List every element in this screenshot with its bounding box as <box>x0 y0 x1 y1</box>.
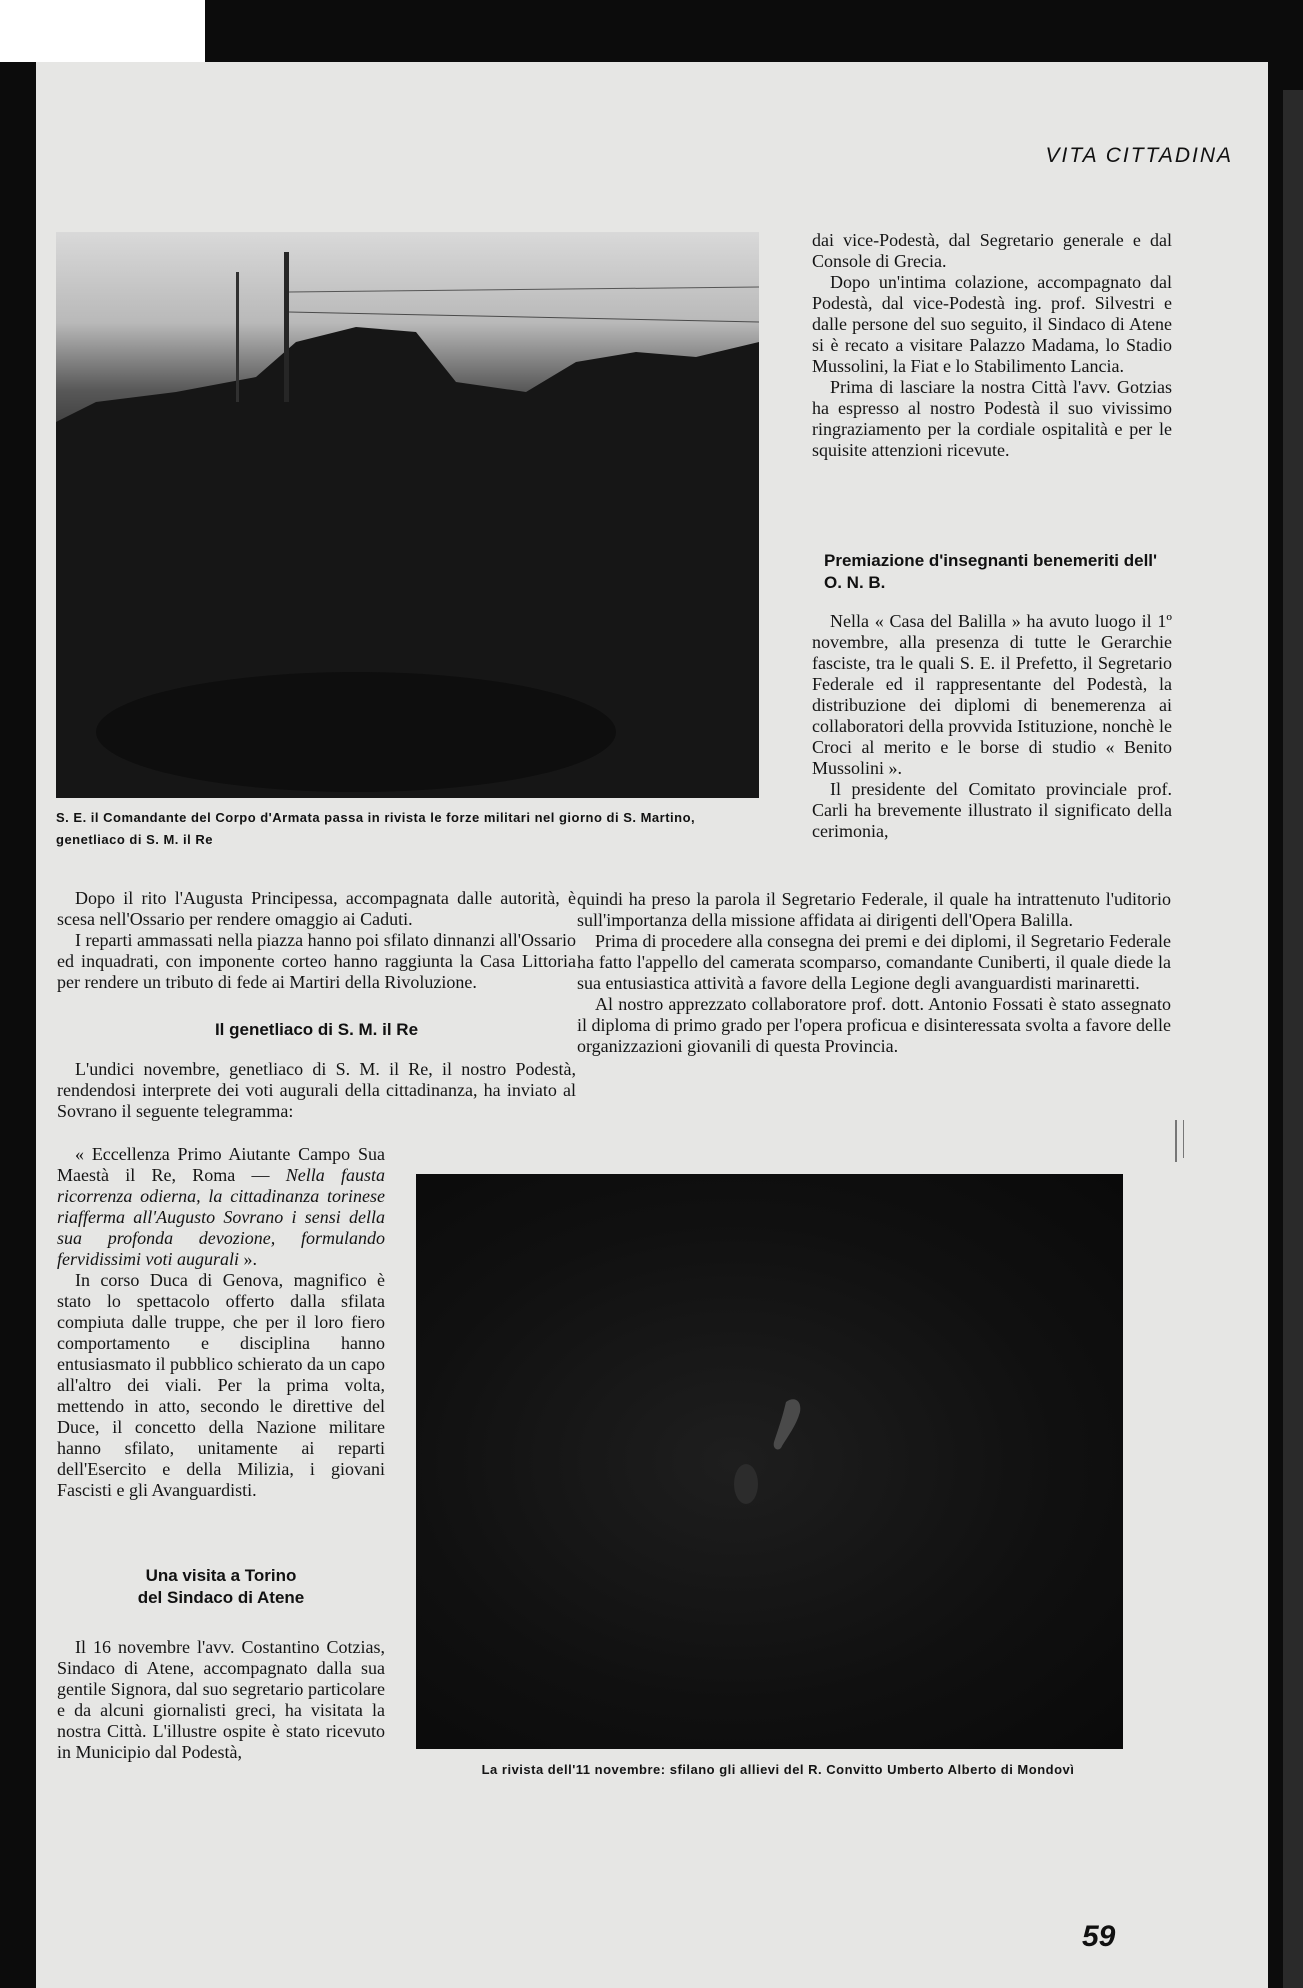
photo-military-review <box>56 232 759 798</box>
section-teachers-continued <box>577 889 1171 1057</box>
page-number: 59 <box>1082 1920 1116 1953</box>
section-heading-athens: Una visita a Torino del Sindaco di Atene <box>137 1566 305 1607</box>
section-teachers <box>812 611 1172 842</box>
photo-bottom-caption: La rivista dell'11 novembre: sfilano gli allievi del R. Convitto Umberto Alberto di Mondovì <box>481 1762 1075 1777</box>
paragraph: quindi ha preso la parola il Segretario Federale, il quale ha intrattenuto l'uditorio sull'importanza della missione affidata ai dirigenti dell'Opera Balilla. <box>577 889 1171 930</box>
paragraph: Il presidente del Comitato provinciale prof. Carli ha brevemente illustrato il significato della cerimonia, <box>812 779 1172 841</box>
scan-speck <box>1183 1120 1184 1158</box>
photo-silhouette <box>56 232 759 798</box>
paragraph: I reparti ammassati nella piazza hanno poi sfilato dinnanzi all'Ossario ed inquadrati, con imponente corteo hanno raggiunta la Casa Littoria per rendere un tributo di fede ai Martiri della Rivoluzione. <box>57 930 576 992</box>
section-heading-birthday: Il genetliaco di S. M. il Re <box>214 1020 419 1039</box>
telegram-close: ». <box>239 1249 257 1269</box>
section-heading-teachers: Premiazione d'insegnanti benemeriti dell' O. N. B. <box>824 551 1158 592</box>
paragraph: L'undici novembre, genetliaco di S. M. il Re, il nostro Podestà, rendendosi interprete dei voti augurali della cittadinanza, ha inviato al Sovrano il seguente telegramma: <box>57 1059 576 1121</box>
paragraph: Prima di procedere alla consegna dei premi e dei diplomi, il Segretario Federale ha fatto l'appello del camerata scomparso, comandante Cuniberti, il quale diede la sua entusiastica attività a favore della Legione degli avanguardisti marinaretti. <box>577 931 1171 993</box>
photo-parade <box>416 1174 1123 1749</box>
section-parade <box>57 888 576 1122</box>
paragraph: Nella « Casa del Balilla » ha avuto luogo il 1º novembre, alla presenza di tutte le Gerarchie fasciste, tra le quali S. E. il Prefetto, il Segretario Federale ed il rappresentante del Podestà, la distribuzione dei diplomi di benemerenza ai collaboratori della provvida Istituzione, nonchè le Croci al merito e le borse di studio « Benito Mussolini ». <box>812 611 1172 778</box>
telegram <box>57 1144 385 1270</box>
section-athens <box>57 1637 385 1763</box>
scan-edge <box>1283 90 1303 1988</box>
photo-dark-detail <box>416 1174 1123 1749</box>
paragraph: Al nostro apprezzato collaboratore prof. dott. Antonio Fossati è stato assegnato il diploma di primo grado per l'opera proficua e disinteressata svolta a favore delle organizzazioni giovanili di questa Provincia. <box>577 994 1171 1056</box>
paragraph: dai vice-Podestà, dal Segretario generale e dal Console di Grecia. <box>812 230 1172 271</box>
scan-speck <box>1175 1120 1177 1162</box>
paragraph: In corso Duca di Genova, magnifico è stato lo spettacolo offerto dalla sfilata compiuta dalle truppe, che per il loro fiero comportamento e disciplina hanno entusiasmato il pubblico schierato da un capo all'altro dei viali. Per la prima volta, mettendo in atto, secondo le direttive del Duce, il concetto della Nazione militare hanno sfilato, unitamente ai reparti dell'Esercito e della Milizia, i giovani Fascisti e gli Avanguardisti. <box>57 1270 385 1500</box>
paragraph: Prima di lasciare la nostra Città l'avv. Gotzias ha espresso al nostro Podestà il suo vivissimo ringraziamento per la cordiale ospitalità e per le squisite attenzioni ricevute. <box>812 377 1172 460</box>
paragraph: Dopo un'intima colazione, accompagnato dal Podestà, dal vice-Podestà ing. prof. Silvestri e dalle persone del suo seguito, il Sindaco di Atene si è recato a visitare Palazzo Madama, lo Stadio Mussolini, la Fiat e lo Stabilimento Lancia. <box>812 272 1172 376</box>
telegram-address: « Eccellenza Primo Aiutante Campo Sua Maestà il Re, Roma — <box>57 1144 385 1185</box>
paragraph: Dopo il rito l'Augusta Principessa, accompagnata dalle autorità, è scesa nell'Ossario per rendere omaggio ai Caduti. <box>57 888 576 929</box>
section-athens-continued <box>812 230 1172 461</box>
section-birthday-continued <box>57 1144 385 1501</box>
paragraph: Il 16 novembre l'avv. Costantino Cotzias, Sindaco di Atene, accompagnato dalla sua gentile Signora, dal suo segretario particolare e da alcuni giornalisti greci, ha visitata la nostra Città. L'illustre ospite è stato ricevuto in Municipio dal Podestà, <box>57 1637 385 1762</box>
photo-top-caption: S. E. il Comandante del Corpo d'Armata passa in rivista le forze militari nel giorno di S. Martino, genetliaco di S. M. il Re <box>56 810 696 847</box>
running-header: VITA CITTADINA <box>1045 144 1233 167</box>
telegram-text: Nella fausta ricorrenza odierna, la cittadinanza torinese riafferma all'Augusto Sovrano i sensi della sua profonda devozione, formulando fervidissimi voti augurali <box>57 1165 385 1269</box>
scan-border-white <box>0 0 205 62</box>
